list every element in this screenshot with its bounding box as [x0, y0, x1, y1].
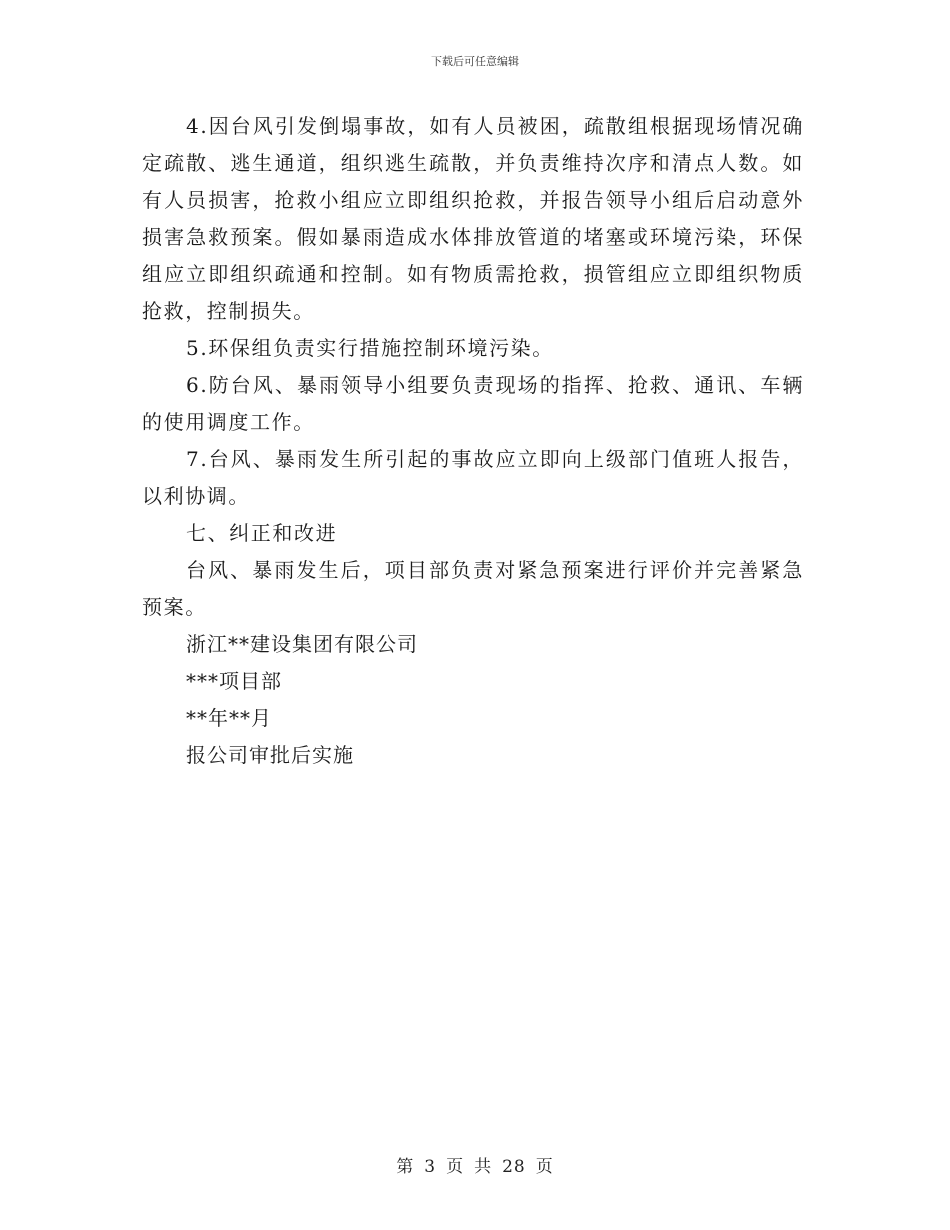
paragraph-item-6: 6.防台风、暴雨领导小组要负责现场的指挥、抢救、通讯、车辆的使用调度工作。: [142, 373, 804, 434]
paragraph-item-7: 7.台风、暴雨发生所引起的事故应立即向上级部门值班人报告，以利协调。: [142, 447, 804, 508]
footer-label-unit: 页: [446, 1157, 465, 1177]
footer-label-unit-end: 页: [535, 1157, 554, 1177]
footer-current-page: 3: [424, 1157, 437, 1177]
signature-department: ***项目部: [186, 669, 282, 693]
paragraph-item-5: 5.环保组负责实行措施控制环境污染。: [186, 336, 554, 360]
page-number-footer: [0, 1152, 950, 1177]
document-body: [142, 108, 804, 774]
footer-label-total: 共: [474, 1157, 493, 1177]
page-header-note: 下载后可任意编辑: [431, 55, 519, 68]
paragraph-item-4: 4.因台风引发倒塌事故，如有人员被困，疏散组根据现场情况确定疏散、逃生通道，组织逃生疏散，并负责维持次序和清点人数。如有人员损害，抢救小组应立即组织抢救，并报告领导小组后启动意外损害急救预案。假如暴雨造成水体排放管道的堵塞或环境污染，环保组应立即组织疏通和控制。如有物质需抢救，损管组应立即组织物质抢救，控制损失。: [142, 114, 804, 323]
signature-approval: 报公司审批后实施: [186, 743, 354, 767]
signature-company: 浙江**建设集团有限公司: [186, 632, 418, 656]
signature-date: **年**月: [186, 706, 272, 730]
footer-total-pages: 28: [502, 1157, 526, 1177]
footer-label-page: 第: [396, 1157, 415, 1177]
section-heading: 七、纠正和改进: [186, 521, 338, 545]
paragraph-improvement: 台风、暴雨发生后，项目部负责对紧急预案进行评价并完善紧急预案。: [142, 558, 804, 619]
